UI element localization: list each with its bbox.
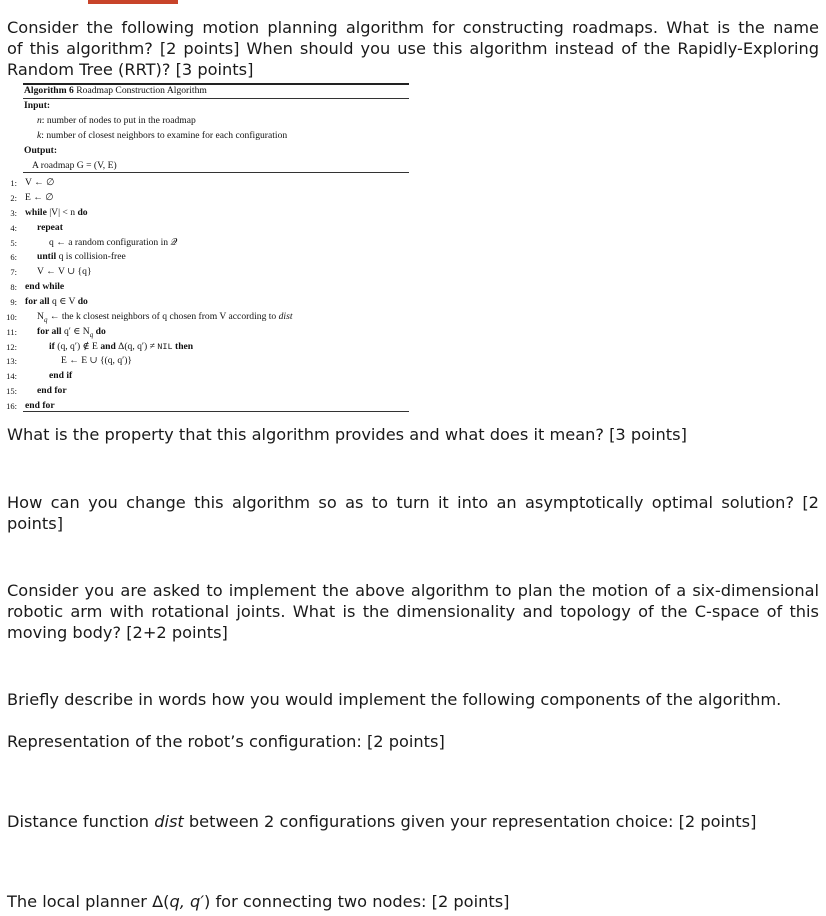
step-keyword: and bbox=[100, 341, 116, 352]
step-text: (q, q′) ∉ E bbox=[54, 341, 101, 352]
step-number: 13: bbox=[6, 356, 17, 366]
algorithm-step bbox=[6, 370, 73, 382]
algorithm-output-desc: A roadmap G = (V, E) bbox=[32, 160, 117, 171]
question-8-suffix: ) for connecting two nodes: [2 points] bbox=[204, 892, 510, 911]
step-number: 10: bbox=[6, 312, 17, 322]
step-subscript: q bbox=[89, 330, 94, 339]
question-5: Briefly describe in words how you would implement the following components of the algorithm. bbox=[7, 690, 782, 709]
step-text: ← the k closest neighbors of q chosen from V according to bbox=[47, 311, 279, 322]
step-keyword: end while bbox=[25, 281, 65, 292]
step-number: 8: bbox=[10, 282, 17, 292]
algorithm-step bbox=[10, 281, 65, 293]
step-text: |V| < n bbox=[46, 207, 78, 218]
algorithm-step bbox=[10, 192, 54, 204]
algorithm-input-n bbox=[37, 115, 196, 127]
step-text: E ← E ∪ {(q, q′)} bbox=[61, 355, 133, 366]
question-7 bbox=[7, 812, 756, 833]
step-keyword: for all bbox=[25, 296, 50, 307]
algorithm-step bbox=[6, 326, 106, 341]
algorithm-step bbox=[10, 237, 178, 249]
top-accent-bar bbox=[88, 0, 178, 4]
step-text: q ← a random configuration in 𝒬 bbox=[49, 237, 178, 248]
step-number: 3: bbox=[10, 208, 17, 218]
question-8-prefix: The local planner Δ( bbox=[7, 892, 170, 911]
step-keyword: end for bbox=[25, 400, 55, 411]
step-text: q′ ∈ N bbox=[61, 326, 90, 337]
step-keyword: while bbox=[25, 207, 47, 218]
step-number: 14: bbox=[6, 371, 17, 381]
step-subscript: q bbox=[43, 315, 48, 324]
step-keyword: do bbox=[93, 326, 106, 337]
step-text: N bbox=[37, 311, 44, 322]
step-keyword: end if bbox=[49, 370, 73, 381]
algorithm-caption bbox=[24, 85, 207, 97]
algorithm-step bbox=[10, 266, 92, 278]
question-7-suffix: between 2 configurations given your representation choice: [2 points] bbox=[183, 812, 757, 831]
question-7-italic: dist bbox=[154, 812, 184, 831]
question-6: Representation of the robot’s configuration: [2 points] bbox=[7, 732, 445, 751]
step-keyword: for all bbox=[37, 326, 62, 337]
question-4-line-2: robotic arm with rotational joints. What is the dimensionality and topology of the C-space of this bbox=[7, 602, 819, 621]
step-number: 9: bbox=[10, 297, 17, 307]
input-k-var: k bbox=[37, 130, 42, 141]
step-text: q ∈ V bbox=[49, 296, 78, 307]
algorithm-step bbox=[6, 311, 293, 326]
step-number: 16: bbox=[6, 401, 17, 411]
step-text: V ← V ∪ {q} bbox=[37, 266, 92, 277]
question-4-line-3: moving body? [2+2 points] bbox=[7, 623, 228, 642]
input-n-desc: : number of nodes to put in the roadmap bbox=[41, 115, 196, 126]
step-number: 6: bbox=[10, 252, 17, 262]
algorithm-bottom-rule bbox=[23, 411, 409, 412]
question-3-line-1: How can you change this algorithm so as to turn it into an asymptotically optimal solution? [2 bbox=[7, 493, 819, 512]
question-2: What is the property that this algorithm provides and what does it mean? [3 points] bbox=[7, 425, 687, 444]
step-text: Δ(q, q′) ≠ bbox=[115, 341, 158, 352]
question-8 bbox=[7, 892, 509, 913]
step-text: q is collision-free bbox=[56, 251, 126, 262]
step-number: 4: bbox=[10, 223, 17, 233]
question-3-line-2: points] bbox=[7, 514, 64, 533]
step-number: 11: bbox=[6, 327, 17, 337]
question-4-line-1: Consider you are asked to implement the above algorithm to plan the motion of a six-dimensional bbox=[7, 581, 819, 600]
algorithm-step bbox=[10, 207, 88, 219]
algorithm-input-label: Input: bbox=[24, 100, 51, 111]
question-8-var: q, q′ bbox=[169, 892, 205, 911]
step-number: 12: bbox=[6, 342, 17, 352]
algorithm-caption-title: Roadmap Construction Algorithm bbox=[76, 85, 207, 96]
step-keyword: then bbox=[172, 341, 194, 352]
algorithm-caption-rule bbox=[23, 98, 409, 99]
step-keyword: do bbox=[77, 207, 88, 218]
algorithm-caption-label: Algorithm 6 bbox=[24, 85, 74, 96]
input-k-desc: : number of closest neighbors to examine for each configuration bbox=[41, 130, 288, 141]
algorithm-step bbox=[6, 341, 194, 353]
step-italic: dist bbox=[278, 311, 293, 322]
step-keyword: do bbox=[77, 296, 88, 307]
step-keyword: until bbox=[37, 251, 57, 262]
question-7-prefix: Distance function bbox=[7, 812, 155, 831]
step-text: E ← ∅ bbox=[25, 192, 54, 203]
algorithm-step bbox=[10, 251, 126, 263]
algorithm-header-rule bbox=[23, 172, 409, 173]
algorithm-step bbox=[6, 355, 133, 367]
step-number: 15: bbox=[6, 386, 17, 396]
algorithm-step bbox=[6, 385, 67, 397]
step-number: 7: bbox=[10, 267, 17, 277]
algorithm-output-label: Output: bbox=[24, 145, 58, 156]
step-constant: NIL bbox=[157, 342, 173, 352]
question-1-line-1: Consider the following motion planning algorithm for constructing roadmaps. What is the name bbox=[7, 18, 819, 37]
step-number: 2: bbox=[10, 193, 17, 203]
input-n-var: n bbox=[37, 115, 42, 126]
algorithm-input-k bbox=[37, 130, 287, 142]
algorithm-step bbox=[10, 177, 55, 189]
step-number: 1: bbox=[10, 178, 17, 188]
question-1-line-3: Random Tree (RRT)? [3 points] bbox=[7, 60, 254, 79]
step-text: V ← ∅ bbox=[25, 177, 55, 188]
step-keyword: if bbox=[49, 341, 55, 352]
question-1-line-2: of this algorithm? [2 points] When should you use this algorithm instead of the Rapidly-Exploring bbox=[7, 39, 819, 58]
step-keyword: repeat bbox=[37, 222, 63, 233]
step-number: 5: bbox=[10, 238, 17, 248]
algorithm-step bbox=[10, 222, 63, 234]
step-keyword: end for bbox=[37, 385, 67, 396]
algorithm-step bbox=[10, 296, 88, 308]
